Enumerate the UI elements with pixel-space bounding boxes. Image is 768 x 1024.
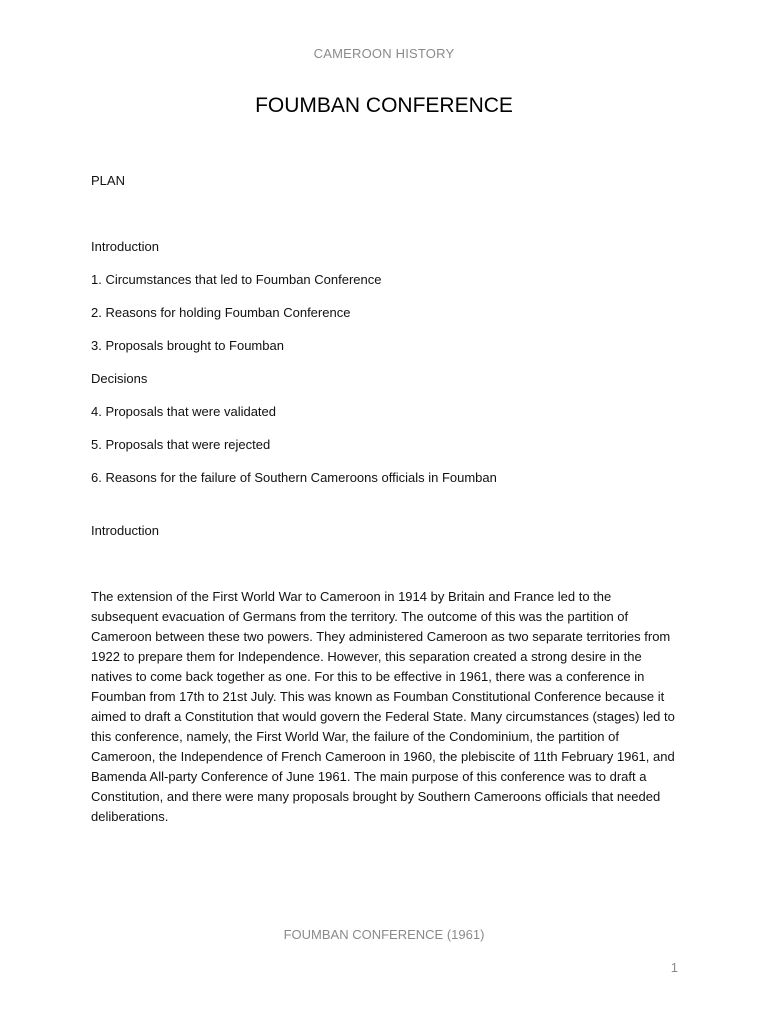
plan-item: Decisions [91, 371, 148, 386]
running-header: CAMEROON HISTORY [313, 46, 455, 61]
page-number: 1 [670, 960, 678, 975]
plan-item: 3. Proposals brought to Foumban [91, 338, 284, 353]
plan-list [91, 237, 681, 488]
plan-item: 2. Reasons for holding Foumban Conference [91, 305, 351, 320]
section-heading: Introduction [91, 523, 159, 538]
document-title: FOUMBAN CONFERENCE [255, 94, 513, 117]
plan-item: 4. Proposals that were validated [91, 404, 276, 419]
plan-label: PLAN [91, 173, 125, 188]
introduction-paragraph: The extension of the First World War to Cameroon in 1914 by Britain and France led to the subsequent evacuation of Germans from the territory. The outcome of this was the partition of Cameroon between these two powers. They administered Cameroon as two separate territories from 1922 to prepare them for Independence. However, this separation created a strong desire in the natives to come back together as one. For this to be effective in 1961, there was a conference in Foumban from 17th to 21st July. This was known as Foumban Constitutional Conference because it aimed to draft a Constitution that would govern the Federal State. Many circumstances (stages) led to this conference, namely, the First World War, the failure of the Condominium, the partition of Cameroon, the Independence of French Cameroon in 1960, the plebiscite of 11th February 1961, and Bamenda All-party Conference of June 1961. The main purpose of this conference was to draft a Constitution, and there were many proposals brought by Southern Cameroons officials that needed deliberations. [91, 589, 675, 824]
plan-item: Introduction [91, 239, 159, 254]
document-body [91, 171, 681, 827]
running-footer: FOUMBAN CONFERENCE (1961) [283, 927, 485, 942]
plan-item: 1. Circumstances that led to Foumban Conference [91, 272, 382, 287]
plan-item: 5. Proposals that were rejected [91, 437, 271, 452]
plan-item: 6. Reasons for the failure of Southern Cameroons officials in Foumban [91, 470, 497, 485]
